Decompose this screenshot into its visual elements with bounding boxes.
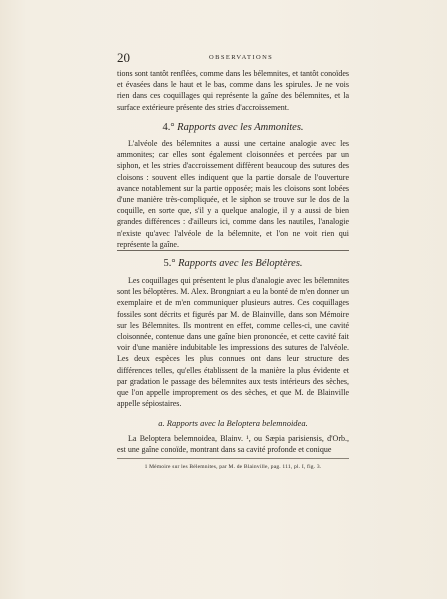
paragraph-3: Les coquillages qui présentent le plus d'analogie avec les bélemnites sont les béloptères. M. Alex. Brongniart a eu la bonté de m'en donner un exemplaire et de m'en communiquer plusieurs autres. Ces coquillages fossiles sont décrits et figurés par M. de Blainville, dans son Mémoire sur les Bélemnites. Ils montrent en effet, comme celles-ci, une cavité cloisonnée, contenue dans une gaîne bien prononcée, et cette cavité fait voir d'une manière indubitable les impressions des sutures de l'alvéole. Les deux espèces les plus connues ont dans leur structure des différences telles, qu'elles établissent de la manière la plus évidente et par gradation le passage des bélemnites aux tests intérieurs des sèches, que l'on appelle improprement os des sèches, et que M. de Blainville appelle sépiostaires. xyxy=(117,276,349,409)
subsection-title: a. Rapports avec la Beloptera belemnoidea. xyxy=(158,418,308,428)
page-number: 20 xyxy=(117,50,130,65)
paragraph-1: tions sont tantôt renflées, comme dans les bélemnites, et tantôt conoïdes et évasées dans le haut et le bas, comme dans les spirules. Je ne vois rien dans ces coquillages qui représente la gaîne des bélemnites, et la surface extérieure présente des stries d'accroissement. xyxy=(117,69,349,112)
footnote-divider xyxy=(117,458,349,459)
footnote: 1 Mémoire sur les Bélemnites, par M. de Blainville, pag. 111, pl. I, fig. 3. xyxy=(144,464,322,470)
paragraph-4: La Beloptera belemnoidea, Blainv. ¹, ou Sæpia parisiensis, d'Orb., est une gaîne conoïde, montrant dans sa cavité profonde et conique xyxy=(117,434,349,455)
running-head: OBSERVATIONS xyxy=(209,54,274,61)
section-title: Rapports avec les Béloptères. xyxy=(178,258,303,269)
page-header xyxy=(117,51,349,65)
section-number: 4.° xyxy=(162,122,175,133)
subsection-heading xyxy=(117,418,349,429)
section-divider xyxy=(117,250,349,251)
section-number: 5.° xyxy=(163,258,176,269)
section-heading-beloptères xyxy=(117,258,349,270)
paragraph-2: L'alvéole des bélemnites a aussi une certaine analogie avec les ammonites; car elles sont également cloisonnées et percées par un siphon, et les stries d'accroissement diffèrent beaucoup des sutures des cloisons : souvent elles indiquent que la partie dorsale de l'ouverture avance notablement sur la partie opposée; mais les cloisons sont lobées d'une manière très-compliquée, et le siphon se trouve sur le dos de la coquille, en sorte que, s'il y a quelque analogie, il y a aussi de bien grandes différences : d'ailleurs ici, comme dans les nautiles, l'analogie n'existe qu'avec l'alvéole de la bélemnite, et l'on ne voit rien qui représente la gaîne. xyxy=(117,139,349,249)
section-heading-ammonites xyxy=(117,122,349,134)
section-title: Rapports avec les Ammonites. xyxy=(177,122,304,133)
